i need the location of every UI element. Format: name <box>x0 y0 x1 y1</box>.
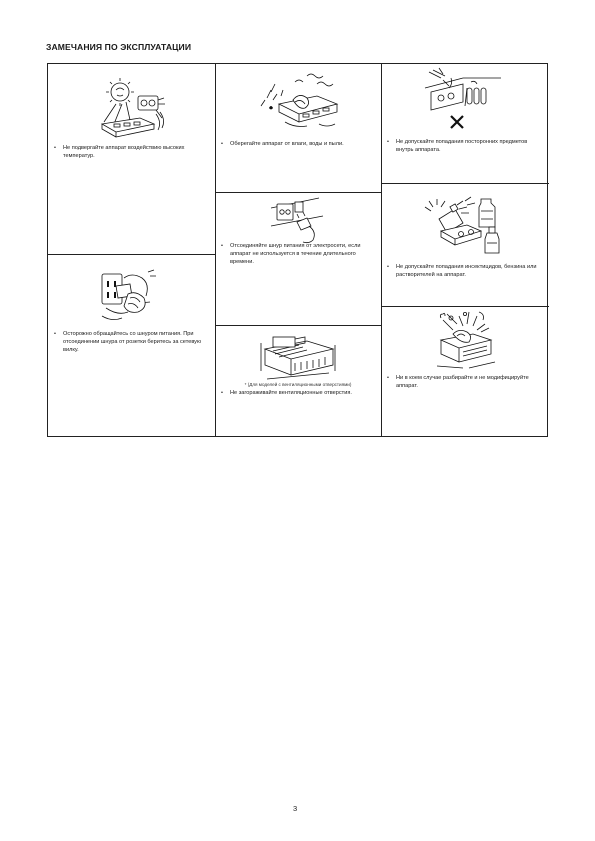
bullet: • <box>387 375 389 381</box>
caution-heat <box>48 64 215 254</box>
caution-text <box>54 330 209 355</box>
caution-text <box>387 263 543 279</box>
plug-outlet-illustration <box>98 268 158 326</box>
page-title: ЗАМЕЧАНИЯ ПО ЭКСПЛУАТАЦИИ <box>46 42 192 52</box>
caution-foreign <box>381 64 549 183</box>
bullet: • <box>221 390 223 396</box>
vent-blocked-illustration <box>259 335 339 381</box>
bullet: • <box>221 141 223 147</box>
caution-unplug <box>215 192 381 325</box>
caution-foreign-text: Не допускайте попадания посторонних предметов внутрь аппарата. <box>396 139 528 154</box>
caution-text <box>221 242 375 267</box>
bullet: • <box>387 139 389 145</box>
tools-disassemble-illustration <box>433 310 501 372</box>
foreign-objects-illustration <box>423 66 503 130</box>
caution-cord <box>48 254 215 438</box>
caution-heat-text: Не подвергайте аппарат воздействию высоких температур. <box>63 145 185 160</box>
page-number: 3 <box>293 804 298 813</box>
caution-text <box>221 140 375 148</box>
caution-cord-text: Осторожно обращайтесь со шнуром питания. При отсоединении шнура от розетки беритесь за сетевую вилку. <box>63 331 202 354</box>
vents-model-note: * (Для моделей с вентиляционными отверстиями) <box>244 382 352 387</box>
cautions-grid <box>47 63 548 437</box>
bullet: • <box>387 264 389 270</box>
caution-vents-text: Не загораживайте вентиляционные отверстия. <box>230 390 352 396</box>
caution-chemicals-text: Не допускайте попадания инсектицидов, бензина или растворителей на аппарат. <box>396 264 537 279</box>
sun-heat-illustration <box>96 74 168 140</box>
caution-text <box>387 138 543 154</box>
caution-moisture <box>215 64 381 192</box>
wall-outlet-illustration <box>269 196 325 244</box>
caution-text <box>54 144 209 160</box>
caution-disassemble <box>381 306 549 438</box>
caution-disassemble-text: Ни в коем случае разбирайте и не модифицируйте аппарат. <box>396 375 529 390</box>
caution-text <box>387 374 543 390</box>
bullet: • <box>221 243 223 249</box>
caution-vents <box>215 325 381 438</box>
caution-moisture-text: Оберегайте аппарат от влаги, воды и пыли. <box>230 141 344 147</box>
bullet: • <box>54 331 56 337</box>
caution-chemicals <box>381 183 549 306</box>
caution-text <box>221 389 375 397</box>
spray-chemicals-illustration <box>421 189 507 257</box>
caution-unplug-text: Отсоединяйте шнур питания от электросети, если аппарат не используется в течение длительного времени. <box>230 243 361 266</box>
bullet: • <box>54 145 56 151</box>
water-dust-illustration <box>255 70 345 130</box>
